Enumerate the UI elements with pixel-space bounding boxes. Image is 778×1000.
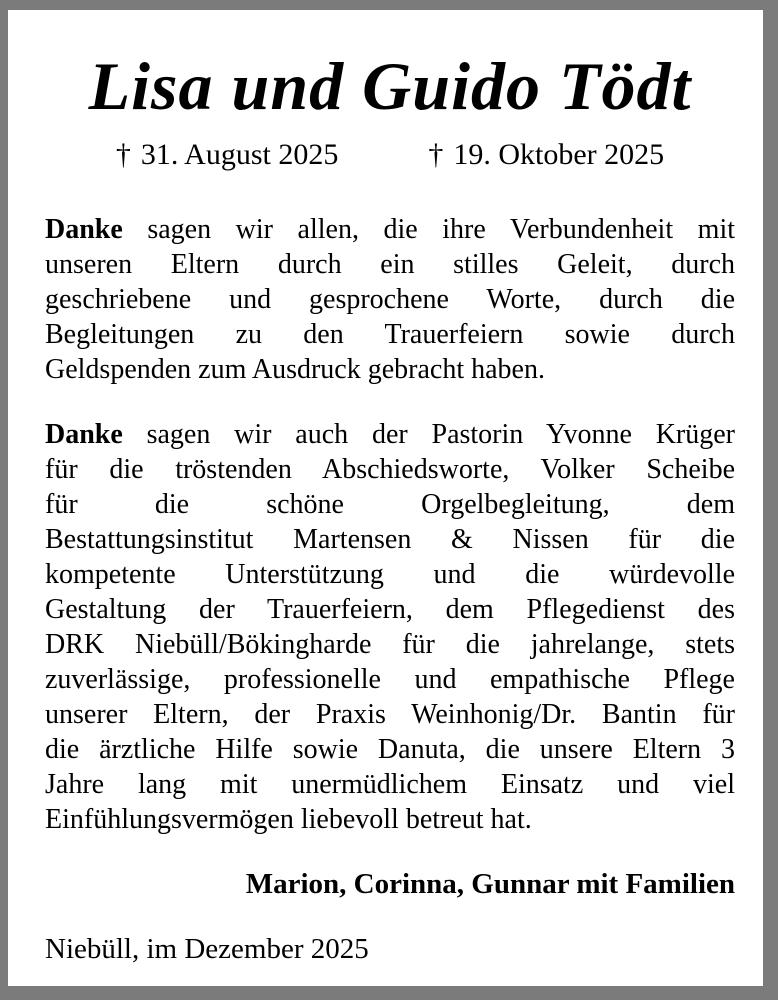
text-segment: für die schöne Orgelbegleitung, dem [45,489,735,520]
text-segment: unseren Eltern durch ein stilles Geleit, durch [45,249,735,280]
paragraph-line [45,417,735,452]
paragraph-line [45,317,735,352]
text-segment: sagen wir auch der Pastorin Yvonne Krüger [122,419,735,450]
text-segment: geschriebene und gesprochene Worte, durch die [45,284,735,315]
text-segment: Bestattungsinstitut Martensen & Nissen für die [45,524,735,555]
death-dates-row [45,138,735,172]
death-date-1 [116,138,339,172]
paragraph-line [45,592,735,627]
paragraph-line [45,662,735,697]
paragraph-line [45,282,735,317]
text-segment: sagen wir allen, die ihre Verbundenheit mit [122,214,735,245]
dagger-icon: † [115,138,131,171]
text-segment: für die tröstenden Abschiedsworte, Volker Scheibe [45,454,735,485]
text-segment: die ärztliche Hilfe sowie Danuta, die unsere Eltern 3 [45,734,735,765]
text-segment: unserer Eltern, der Praxis Weinhonig/Dr. Bantin für [45,699,735,730]
death-date-2 [428,138,664,172]
paragraph-line [45,212,735,247]
text-segment: Jahre lang mit unermüdlichem Einsatz und viel [45,769,735,800]
dagger-icon: † [428,138,444,171]
paragraph-line [45,352,735,387]
text-segment: Gestaltung der Trauerfeiern, dem Pflegedienst des [45,594,735,625]
text-segment: zuverlässige, professionelle und empathische Pflege [45,664,735,695]
text-segment: Begleitungen zu den Trauerfeiern sowie durch [45,319,735,350]
paragraph-line [45,452,735,487]
emphasis-word: Danke [45,214,123,245]
paragraph-line [45,732,735,767]
place-and-date: Niebüll, im Dezember 2025 [45,933,369,965]
paragraph-line [45,802,735,837]
body-paragraphs [45,212,735,837]
emphasis-word: Danke [45,419,123,450]
paragraph-line [45,487,735,522]
paragraph [45,417,735,837]
deceased-names-title: Lisa und Guido Tödt [88,48,692,124]
death-date-1-text: 31. August 2025 [140,138,339,171]
paragraph-line [45,557,735,592]
paragraph-line [45,697,735,732]
text-segment: Einfühlungsvermögen liebevoll betreut hat. [45,804,532,835]
paragraph [45,212,735,387]
text-segment: DRK Niebüll/Bökingharde für die jahrelange, stets [45,629,735,660]
death-date-2-text: 19. Oktober 2025 [453,138,665,171]
paragraph-line [45,522,735,557]
text-segment: kompetente Unterstützung und die würdevolle [45,559,735,590]
paragraph-line [45,247,735,282]
paragraph-line [45,627,735,662]
family-signoff: Marion, Corinna, Gunnar mit Familien [245,868,735,900]
paragraph-line [45,767,735,802]
text-segment: Geldspenden zum Ausdruck gebracht haben. [45,354,545,385]
obituary-sheet [8,10,763,986]
